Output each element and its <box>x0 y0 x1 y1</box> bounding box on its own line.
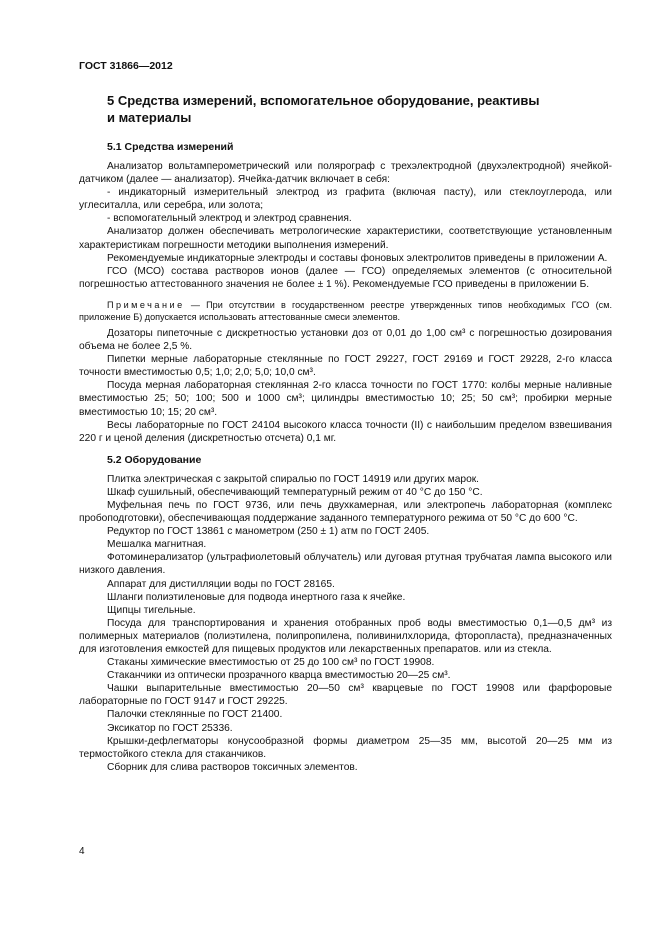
paragraph: Аппарат для дистилляции воды по ГОСТ 28165. <box>107 578 335 590</box>
section-5-title-line1: 5 Средства измерений, вспомогательное оборудование, реактивы <box>107 93 540 108</box>
paragraph: Муфельная печь по ГОСТ 9736, или печь двухкамерная, или электропечь лабораторная (комплекс пробоподготовки), обеспечивающая поддержание заданного температурного режима от 50 °С до 600 °С. <box>79 499 612 525</box>
note-text: — При отсутствии в государственном реестре утвержденных типов необходимых ГСО (см. приложение Б) допускается использовать аттестованные смеси элементов. <box>79 299 612 322</box>
document-code: ГОСТ 31866—2012 <box>79 60 173 72</box>
paragraph: - индикаторный измерительный электрод из графита (включая пасту), или стеклоуглерода, или углеситалла, или серебра, или золота; <box>79 187 612 212</box>
paragraph: Анализатор должен обеспечивать метрологические характеристики, соответствующие установленным характеристикам погрешности методики выполнения измерений. <box>79 226 612 251</box>
note <box>79 299 612 323</box>
section-5-1-title: 5.1 Средства измерений <box>107 141 234 153</box>
note-label: Примечание <box>107 299 185 310</box>
paragraph: Рекомендуемые индикаторные электроды и составы фоновых электролитов приведены в приложении А. <box>107 252 608 264</box>
paragraph: Щипцы тигельные. <box>107 604 196 616</box>
paragraph: Редуктор по ГОСТ 13861 с манометром (250 ± 1) атм по ГОСТ 2405. <box>107 526 430 538</box>
section-5-title-line2: и материалы <box>107 110 192 125</box>
section-5-2-title: 5.2 Оборудование <box>107 453 202 466</box>
paragraph: Пипетки мерные лабораторные стеклянные по ГОСТ 29227, ГОСТ 29169 и ГОСТ 29228, 2-го класса точности вместимостью 0,5; 1,0; 2,0; 5,0; 10,0 см³. <box>79 354 612 379</box>
paragraph: ГСО (МСО) состава растворов ионов (далее — ГСО) определяемых элементов (с относительной погрешностью аттестованного значения не более ± 1 %). Рекомендуемые ГСО приведены в приложении Б. <box>79 265 612 290</box>
paragraph: Стаканы химические вместимостью от 25 до 100 см³ по ГОСТ 19908. <box>107 657 435 669</box>
paragraph: Весы лабораторные по ГОСТ 24104 высокого класса точности (II) с наибольшим пределом взвешивания 220 г и ценой деления (дискретностью отсчета) 0,1 мг. <box>79 419 612 444</box>
paragraph: Сборник для слива растворов токсичных элементов. <box>107 761 358 773</box>
page-content <box>79 92 612 774</box>
paragraph: Крышки-дефлегматоры конусообразной формы диаметром 25—35 мм, высотой 20—25 мм из термостойкого стекла для стаканчиков. <box>79 735 612 760</box>
paragraph: Фотоминерализатор (ультрафиолетовый облучатель) или дуговая ртутная трубчатая лампа высокого или низкого давления. <box>79 552 612 577</box>
paragraph: Посуда мерная лабораторная стеклянная 2-го класса точности по ГОСТ 1770: колбы мерные наливные вместимостью 25; 50; 100; 500 и 1000 см³; цилиндры вместимостью 10; 25; 50 см³; пробирки мерные вместимостью 10; 15; 20 см³. <box>79 380 612 418</box>
paragraph: Шланги полиэтиленовые для подвода инертного газа к ячейке. <box>107 591 406 603</box>
paragraph: Палочки стеклянные по ГОСТ 21400. <box>107 709 283 721</box>
paragraph: Чашки выпарительные вместимостью 20—50 см³ кварцевые по ГОСТ 19908 или фарфоровые лабораторные по ГОСТ 9147 и ГОСТ 29225. <box>79 683 612 708</box>
section-5-title <box>79 92 612 126</box>
paragraph: Мешалка магнитная. <box>107 539 207 551</box>
paragraph: Дозаторы пипеточные с дискретностью установки доз от 0,01 до 1,00 см³ с погрешностью дозирования объема не более 2,5 %. <box>79 327 612 353</box>
paragraph: Плитка электрическая с закрытой спиралью по ГОСТ 14919 или других марок. <box>107 473 480 485</box>
paragraph: - вспомогательный электрод и электрод сравнения. <box>107 213 352 225</box>
paragraph: Шкаф сушильный, обеспечивающий температурный режим от 40 °С до 150 °С. <box>107 486 483 498</box>
paragraph: Стаканчики из оптически прозрачного кварца вместимостью 20—25 см³. <box>107 670 451 682</box>
paragraph: Эксикатор по ГОСТ 25336. <box>107 722 233 734</box>
paragraph: Анализатор вольтамперометрический или полярограф с трехэлектродной (двухэлектродной) ячейкой-датчиком (далее — анализатор). Ячейка-датчик включает в себя: <box>79 161 612 186</box>
page-number: 4 <box>79 846 85 857</box>
paragraph: Посуда для транспортирования и хранения отобранных проб воды вместимостью 0,1—0,5 дм³ из полимерных материалов (полиэтилена, полипропилена, поливинилхлорида, фторопласта), предназначенных для изготовления емкостей для пищевых продуктов или лекарственных препаратов. или из стекла. <box>79 617 612 655</box>
